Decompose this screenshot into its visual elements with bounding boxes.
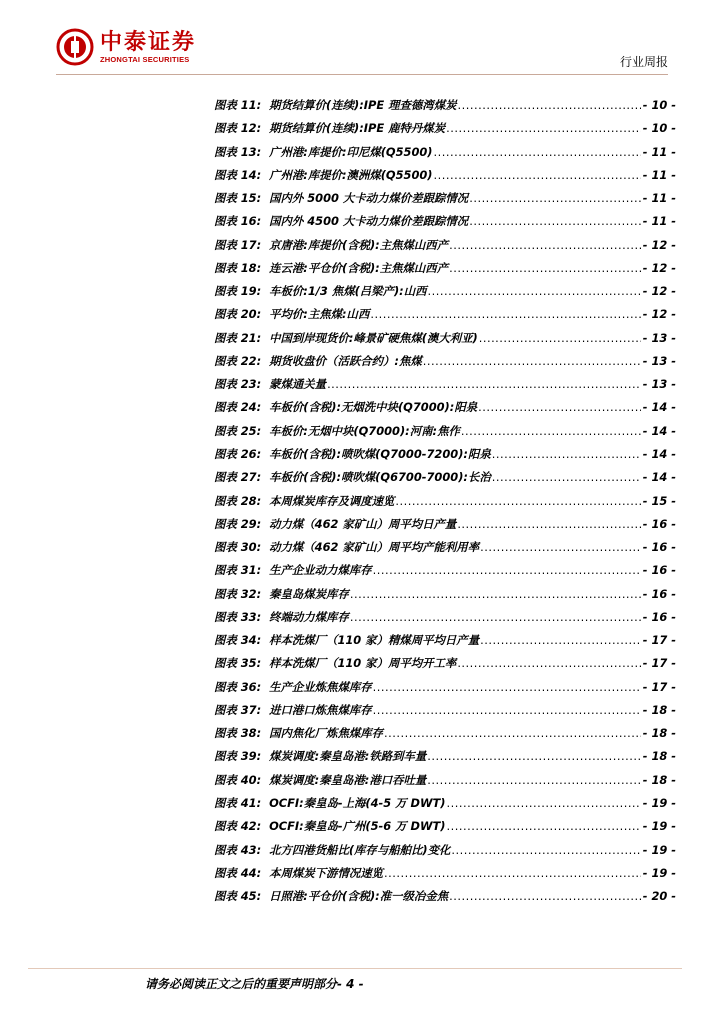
toc-entry-label: 图表 11: [214,98,262,112]
toc-entry-title: 车板价(含税):喷吹煤(Q7000-7200):阳泉 [269,446,491,461]
toc-entry-page: - 14 - [642,446,676,461]
toc-dot-leader [370,303,640,326]
toc-entry-label: 图表 38: [214,726,262,741]
figure-index-list [214,94,676,908]
toc-entry-page: - 18 - [642,772,676,787]
toc-entry-spacer [261,583,269,606]
toc-entry-spacer [261,722,269,745]
toc-entry-spacer [261,513,269,536]
toc-entry[interactable] [214,303,676,326]
toc-entry-title: 国内外 5000 大卡动力煤价差跟踪情况 [269,191,469,206]
toc-dot-leader [350,606,641,629]
toc-entry[interactable] [214,885,676,908]
toc-entry-title: 京唐港:库提价(含税):主焦煤山西产 [269,237,449,252]
toc-entry-page: - 11 - [642,191,676,206]
brand-name-en: ZHONGTAI SECURITIES [100,54,190,64]
toc-entry-title: 本周煤炭库存及调度速览 [269,493,395,508]
toc-dot-leader [480,629,641,652]
toc-dot-leader [457,652,640,675]
toc-entry[interactable] [214,676,676,699]
toc-entry-spacer [261,164,269,187]
toc-entry-label: 图表 14: [214,167,262,182]
toc-entry-page: - 19 - [642,795,676,810]
brand-logo [56,28,196,66]
toc-dot-leader [384,862,641,885]
toc-entry-page: - 14 - [642,470,676,485]
toc-entry-page: - 11 - [642,144,676,159]
toc-dot-leader [469,210,641,233]
toc-entry-page: - 16 - [642,516,676,531]
toc-entry[interactable] [214,583,676,606]
toc-dot-leader [449,257,641,280]
toc-entry-page: - 16 - [642,609,676,624]
toc-entry-title: 动力煤（462 家矿山）周平均日产量 [269,516,457,531]
toc-entry-label: 图表 22: [214,353,262,368]
toc-dot-leader [350,583,641,606]
toc-dot-leader [427,769,640,792]
toc-entry-spacer [261,257,269,280]
toc-entry-title: 日照港:平仓价(含税):准一级冶金焦 [269,889,449,904]
toc-entry-page: - 16 - [642,586,676,601]
toc-entry[interactable] [214,257,676,280]
toc-entry[interactable] [214,373,676,396]
toc-entry-title: 煤炭调度:秦皇岛港:铁路到车量 [269,749,427,764]
toc-entry-title: OCFI:秦皇岛-上海(4-5 万 DWT) [269,795,446,810]
toc-dot-leader [446,117,641,140]
toc-entry-page: - 16 - [642,540,676,555]
toc-entry[interactable] [214,699,676,722]
toc-entry-spacer [261,536,269,559]
toc-entry-page: - 10 - [642,98,676,112]
toc-entry-title: 煤炭调度:秦皇岛港:港口吞吐量 [269,772,427,787]
toc-dot-leader [469,187,641,210]
toc-entry-label: 图表 29: [214,516,262,531]
toc-entry-spacer [261,303,269,326]
toc-entry-spacer [261,745,269,768]
toc-entry-title: 期货结算价(连续):IPE 鹿特丹煤炭 [269,121,446,136]
toc-entry[interactable] [214,629,676,652]
toc-entry-spacer [261,629,269,652]
toc-entry-spacer [261,373,269,396]
toc-entry[interactable] [214,839,676,862]
toc-entry-label: 图表 13: [214,144,262,159]
toc-entry[interactable] [214,396,676,419]
toc-entry-label: 图表 16: [214,214,262,229]
toc-entry[interactable] [214,513,676,536]
toc-dot-leader [480,536,641,559]
toc-entry[interactable] [214,652,676,675]
toc-dot-leader [373,699,641,722]
toc-entry-spacer [261,117,269,140]
toc-entry-label: 图表 41: [214,795,262,810]
toc-entry-title: 秦皇岛煤炭库存 [269,586,349,601]
toc-entry-label: 图表 39: [214,749,262,764]
toc-dot-leader [428,280,641,303]
toc-entry-page: - 10 - [642,121,676,136]
footer-disclaimer: 请务必阅读正文之后的重要声明部分- 4 - [145,977,364,991]
toc-entry-title: OCFI:秦皇岛-广州(5-6 万 DWT) [269,819,446,834]
toc-entry-label: 图表 30: [214,540,262,555]
toc-entry[interactable] [214,559,676,582]
toc-entry-spacer [261,234,269,257]
toc-entry-title: 本周煤炭下游情况速览 [269,865,384,880]
toc-entry[interactable] [214,234,676,257]
toc-entry-label: 图表 27: [214,470,262,485]
toc-entry-title: 样本洗煤厂（110 家）周平均开工率 [269,656,457,671]
toc-entry[interactable] [214,210,676,233]
toc-entry-label: 图表 42: [214,819,262,834]
toc-entry-label: 图表 18: [214,260,262,275]
toc-entry-page: - 15 - [642,493,676,508]
toc-entry-label: 图表 28: [214,493,262,508]
toc-entry-page: - 11 - [642,214,676,229]
toc-entry-spacer [261,862,269,885]
toc-entry[interactable] [214,280,676,303]
toc-entry-title: 车板价(含税):喷吹煤(Q6700-7000):长治 [269,470,491,485]
toc-entry-page: - 14 - [642,400,676,415]
toc-dot-leader [373,676,641,699]
toc-entry-label: 图表 17: [214,237,262,252]
toc-entry-spacer [261,443,269,466]
toc-entry-label: 图表 31: [214,563,262,578]
toc-entry-spacer [261,885,269,908]
toc-entry[interactable] [214,536,676,559]
toc-dot-leader [447,815,641,838]
toc-entry-page: - 12 - [642,237,676,252]
toc-entry-page: - 19 - [642,865,676,880]
toc-entry[interactable] [214,792,676,815]
toc-entry-title: 平均价:主焦煤:山西 [269,307,370,322]
toc-entry-spacer [261,280,269,303]
toc-entry-page: - 13 - [642,377,676,392]
toc-entry-page: - 11 - [642,167,676,182]
toc-entry[interactable] [214,420,676,443]
toc-entry[interactable] [214,164,676,187]
toc-entry-spacer [261,141,269,164]
toc-entry-spacer [261,606,269,629]
toc-entry-spacer [261,652,269,675]
toc-entry[interactable] [214,722,676,745]
toc-dot-leader [457,94,640,117]
toc-entry-label: 图表 25: [214,423,262,438]
toc-dot-leader [449,885,641,908]
toc-entry-spacer [261,396,269,419]
zhongtai-logo-icon [56,28,94,66]
toc-entry-page: - 19 - [642,842,676,857]
toc-entry-label: 图表 23: [214,377,262,392]
toc-dot-leader [492,466,641,489]
toc-dot-leader [327,373,641,396]
toc-entry-label: 图表 12: [214,121,262,136]
toc-entry-spacer [261,466,269,489]
toc-entry-spacer [261,676,269,699]
toc-entry[interactable] [214,117,676,140]
toc-dot-leader [479,327,641,350]
toc-entry-page: - 14 - [642,423,676,438]
toc-dot-leader [384,722,641,745]
toc-entry[interactable] [214,606,676,629]
toc-entry[interactable] [214,187,676,210]
page-header [0,0,724,80]
toc-entry-title: 广州港:库提价:澳洲煤(Q5500) [269,167,433,182]
toc-entry[interactable] [214,769,676,792]
toc-dot-leader [434,164,641,187]
toc-entry-page: - 18 - [642,726,676,741]
toc-entry-page: - 18 - [642,749,676,764]
toc-entry-spacer [261,187,269,210]
toc-entry-title: 动力煤（462 家矿山）周平均产能利用率 [269,540,480,555]
toc-entry[interactable] [214,141,676,164]
toc-entry-label: 图表 21: [214,330,262,345]
toc-entry-spacer [261,490,269,513]
toc-entry-page: - 16 - [642,563,676,578]
toc-entry-page: - 17 - [642,656,676,671]
toc-entry-spacer [261,559,269,582]
toc-entry-label: 图表 15: [214,191,262,206]
toc-entry-label: 图表 20: [214,307,262,322]
toc-dot-leader [461,420,641,443]
toc-entry-title: 生产企业动力煤库存 [269,563,372,578]
toc-entry-spacer [261,210,269,233]
toc-entry-title: 连云港:平仓价(含税):主焦煤山西产 [269,260,449,275]
toc-entry-spacer [261,94,269,117]
toc-entry-label: 图表 32: [214,586,262,601]
toc-entry-page: - 12 - [642,307,676,322]
toc-entry-page: - 12 - [642,260,676,275]
report-type-label: 行业周报 [619,55,668,69]
toc-dot-leader [395,490,640,513]
toc-entry-page: - 12 - [642,284,676,299]
toc-entry[interactable] [214,466,676,489]
toc-entry-title: 国内外 4500 大卡动力煤价差跟踪情况 [269,214,469,229]
toc-entry-label: 图表 43: [214,842,262,857]
toc-dot-leader [449,234,641,257]
toc-entry-title: 广州港:库提价:印尼煤(Q5500) [269,144,433,159]
toc-entry[interactable] [214,490,676,513]
brand-name-cn: 中泰证券 [100,29,197,55]
toc-entry-label: 图表 40: [214,772,262,787]
toc-entry-title: 车板价:无烟中块(Q7000):河南:焦作 [269,423,460,438]
toc-entry-page: - 18 - [642,702,676,717]
toc-entry-label: 图表 34: [214,633,262,648]
header-divider [56,74,668,75]
toc-entry-spacer [261,769,269,792]
toc-entry-spacer [261,792,269,815]
toc-entry-spacer [261,350,269,373]
toc-entry-title: 样本洗煤厂（110 家）精煤周平均日产量 [269,633,480,648]
toc-entry-label: 图表 37: [214,702,262,717]
toc-entry-title: 进口港口炼焦煤库存 [269,702,372,717]
toc-entry[interactable] [214,350,676,373]
toc-entry-title: 期货收盘价（活跃合约）:焦煤 [269,353,422,368]
footer-divider [28,968,682,969]
toc-entry-spacer [261,839,269,862]
toc-entry[interactable] [214,94,676,117]
toc-entry-title: 生产企业炼焦煤库存 [269,679,372,694]
toc-entry-label: 图表 19: [214,284,262,299]
toc-entry-page: - 20 - [642,889,676,904]
toc-entry-label: 图表 36: [214,679,262,694]
toc-entry-spacer [261,420,269,443]
brand-name [100,31,196,64]
toc-entry-title: 终端动力煤库存 [269,609,349,624]
toc-dot-leader [434,141,641,164]
toc-entry-spacer [261,327,269,350]
toc-dot-leader [447,792,641,815]
toc-entry-page: - 13 - [642,330,676,345]
toc-entry-page: - 17 - [642,679,676,694]
toc-dot-leader [451,839,640,862]
toc-dot-leader [423,350,641,373]
toc-entry-title: 蒙煤通关量 [269,377,327,392]
toc-dot-leader [373,559,641,582]
toc-entry-label: 图表 33: [214,609,262,624]
toc-entry-label: 图表 24: [214,400,262,415]
toc-entry[interactable] [214,443,676,466]
toc-entry-label: 图表 26: [214,446,262,461]
toc-entry[interactable] [214,327,676,350]
toc-entry-title: 北方四港货船比(库存与船舶比)变化 [269,842,451,857]
toc-entry-spacer [261,815,269,838]
toc-entry-spacer [261,699,269,722]
toc-dot-leader [427,745,640,768]
toc-dot-leader [457,513,640,536]
toc-entry-title: 国内焦化厂炼焦煤库存 [269,726,384,741]
toc-entry[interactable] [214,815,676,838]
toc-entry-title: 中国到岸现货价:峰景矿硬焦煤(澳大利亚) [269,330,478,345]
toc-entry-title: 期货结算价(连续):IPE 理查德湾煤炭 [269,98,457,112]
toc-dot-leader [492,443,641,466]
toc-entry-page: - 13 - [642,353,676,368]
toc-entry-label: 图表 45: [214,889,262,904]
toc-entry-label: 图表 44: [214,865,262,880]
toc-entry-label: 图表 35: [214,656,262,671]
toc-entry-title: 车板价:1/3 焦煤(吕梁产):山西 [269,284,427,299]
toc-entry[interactable] [214,745,676,768]
toc-dot-leader [478,396,641,419]
toc-entry-page: - 19 - [642,819,676,834]
toc-entry-title: 车板价(含税):无烟洗中块(Q7000):阳泉 [269,400,478,415]
toc-entry-page: - 17 - [642,633,676,648]
toc-entry[interactable] [214,862,676,885]
